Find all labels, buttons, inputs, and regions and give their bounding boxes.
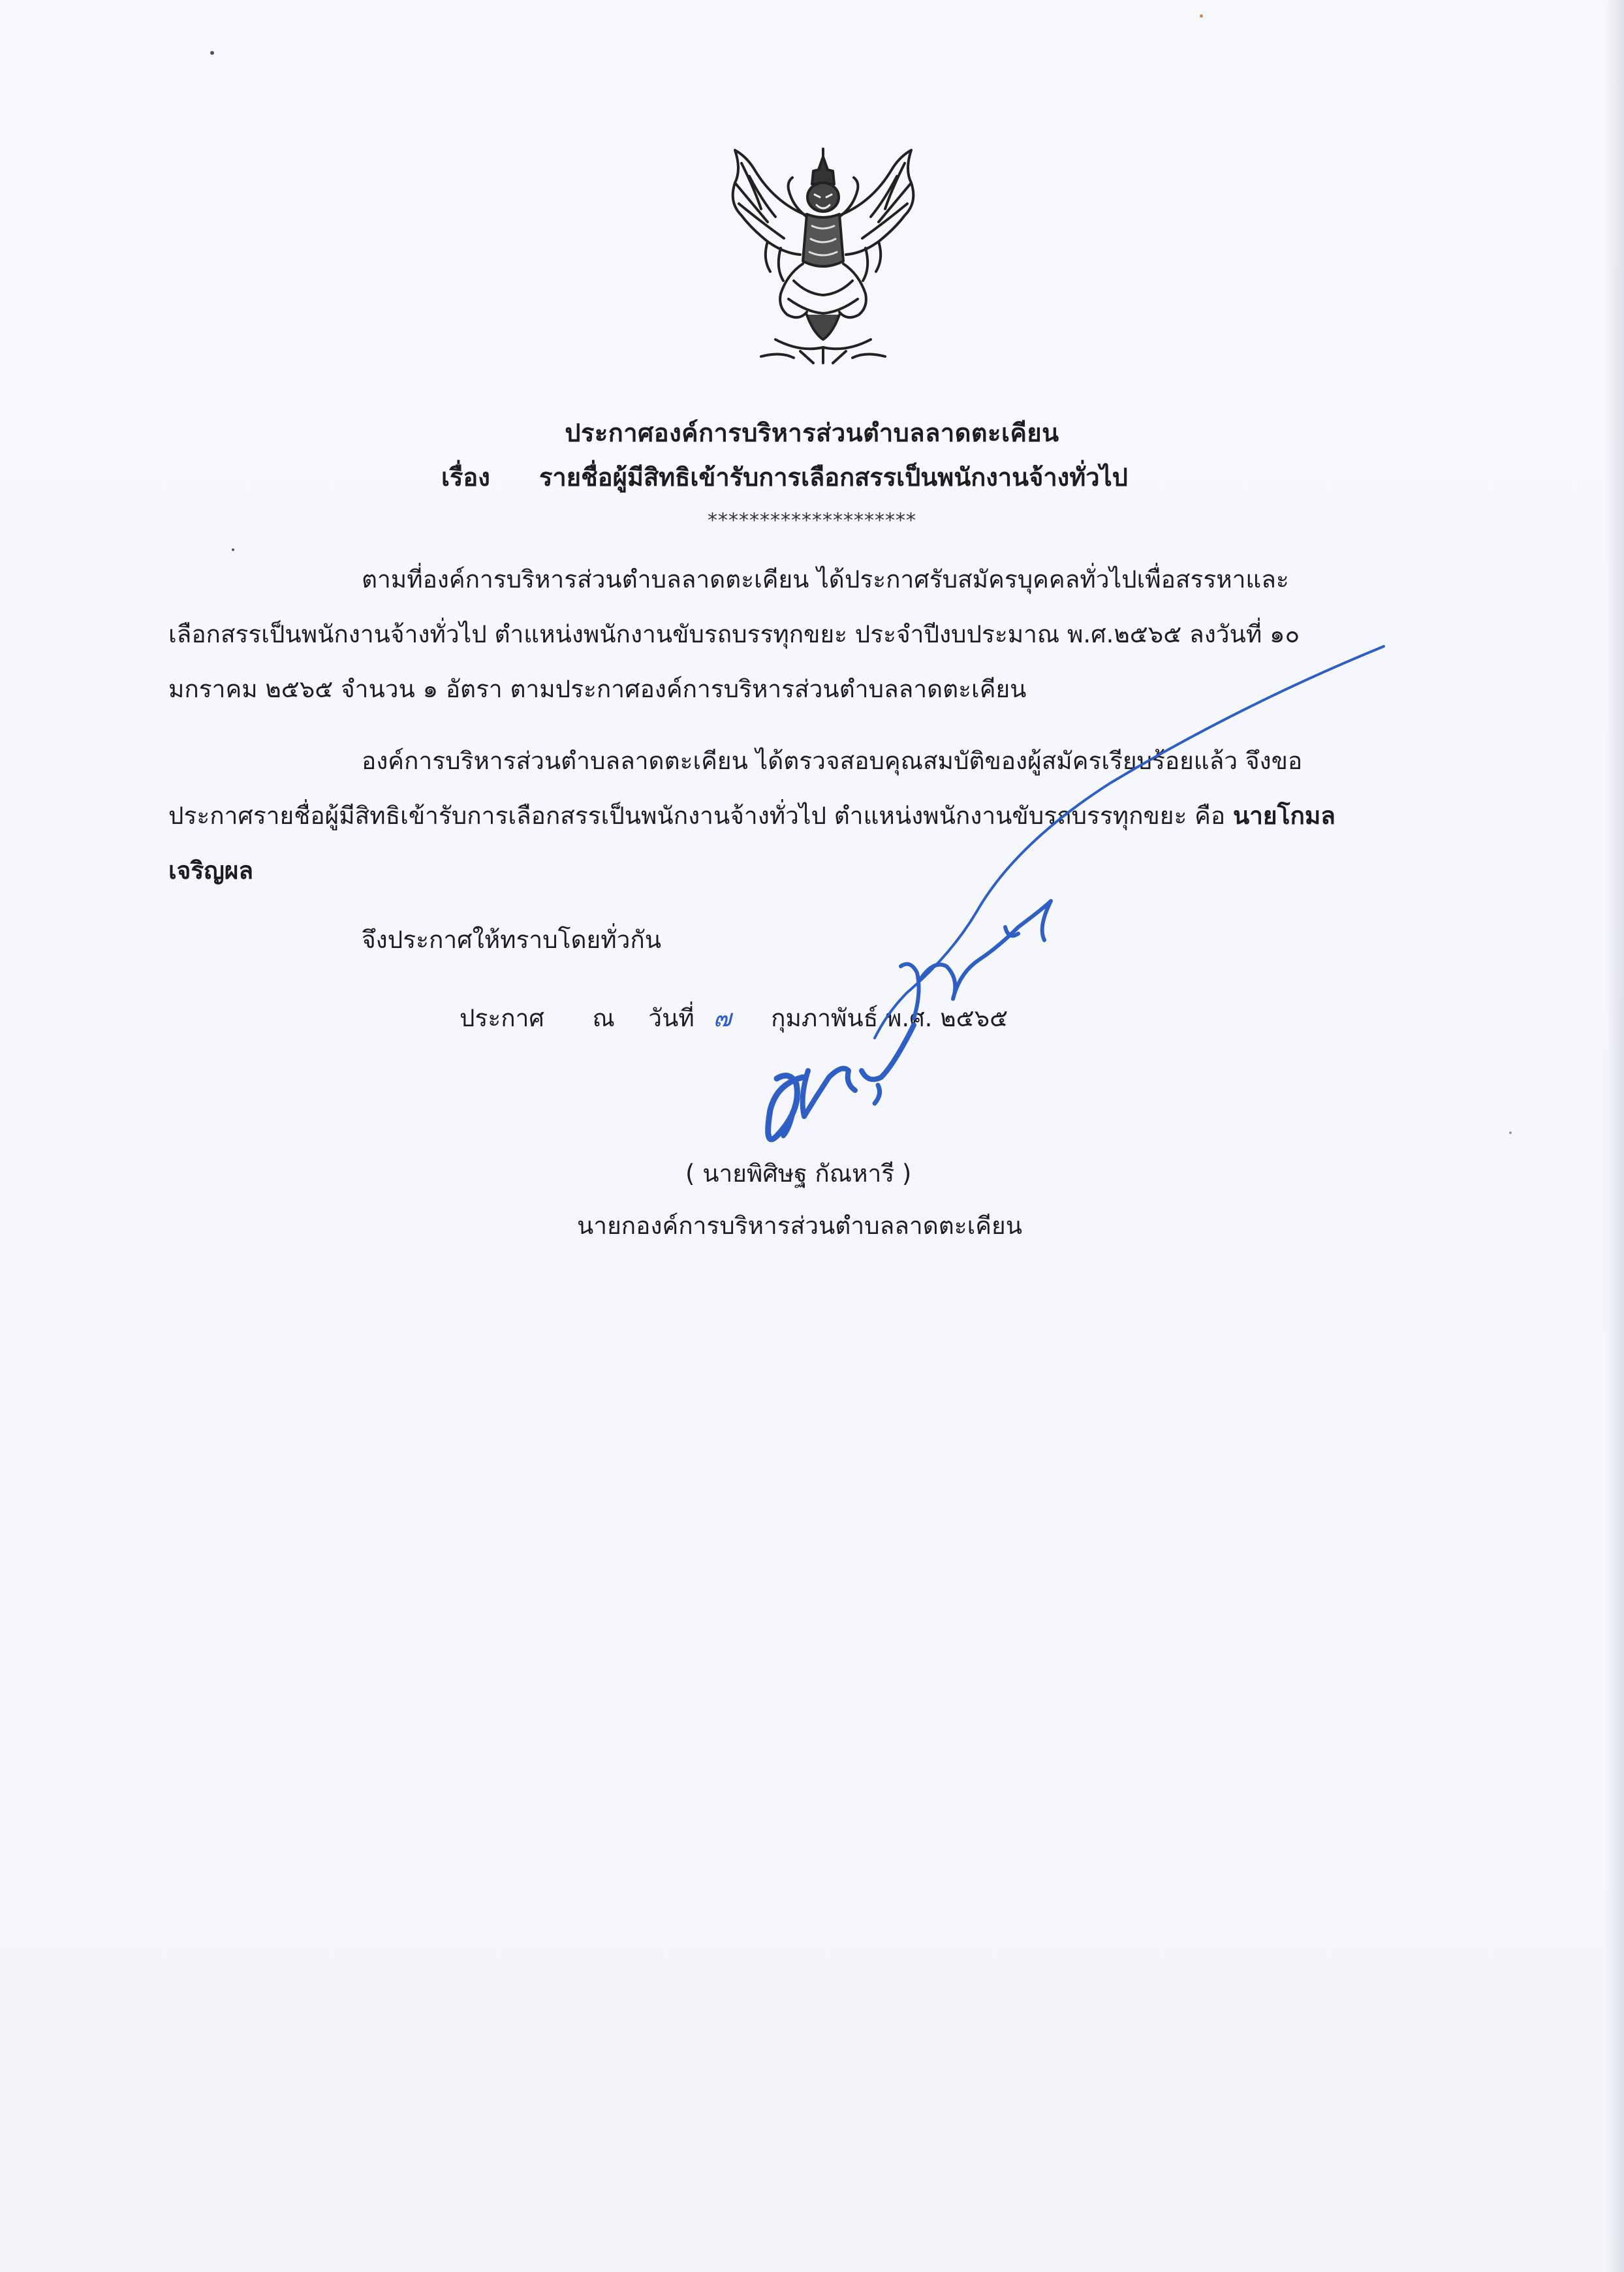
paragraph-1: [168, 552, 1471, 717]
paragraph-2-line-1: องค์การบริหารส่วนตำบลลาดตะเคียน ได้ตรวจสอบคุณสมบัติของผู้สมัครเรียบร้อยแล้ว จึงขอ: [362, 747, 1303, 775]
announcement-heading: ประกาศองค์การบริหารส่วนตำบลลาดตะเคียน: [565, 418, 1059, 447]
candidate-name-part-2: เจริญผล: [168, 857, 254, 885]
paragraph-1-line-1: ตามที่องค์การบริหารส่วนตำบลลาดตะเคียน ได้ประกาศรับสมัครบุคคลทั่วไปเพื่อสรรหาและ: [362, 565, 1289, 593]
date-day-handwritten: ๗: [713, 1004, 732, 1032]
date-at: ณ: [592, 1004, 615, 1032]
date-day-label: วันที่: [648, 1004, 695, 1032]
separator-stars: ********************: [708, 509, 916, 532]
closing-statement: จึงประกาศให้ทราบโดยทั่วกัน: [362, 926, 662, 954]
paragraph-1-line-2: เลือกสรรเป็นพนักงานจ้างทั่วไป ตำแหน่งพนักงานขับรถบรรทุกขยะ ประจำปีงบประมาณ พ.ศ.๒๕๖๕ ลงวันที่ ๑๐: [168, 620, 1300, 648]
candidate-name-part-1: นายโกมล: [1232, 802, 1335, 830]
scan-speck: [1509, 1131, 1512, 1134]
paragraph-2-line-2: ประกาศรายชื่อผู้มีสิทธิเข้ารับการเลือกสรรเป็นพนักงานจ้างทั่วไป ตำแหน่งพนักงานขับรถบรรทุกขยะ คือ นายโกมล: [168, 802, 1335, 830]
paragraph-2: [168, 734, 1471, 898]
subject-line: [441, 457, 1128, 497]
subject-label: เรื่อง: [441, 463, 490, 492]
date-line: [460, 999, 1008, 1037]
scan-speck: [232, 548, 234, 551]
page-edge-shadow: [1606, 0, 1624, 2272]
date-month-year: กุมภาพันธ์ พ.ศ. ๒๕๖๕: [771, 1004, 1008, 1032]
garuda-emblem-icon: [715, 144, 931, 366]
paragraph-2-line-3: [168, 844, 1471, 898]
scan-speck: [210, 51, 214, 55]
paragraph-1-line-3: มกราคม ๒๕๖๕ จำนวน ๑ อัตรา ตามประกาศองค์การบริหารส่วนตำบลลาดตะเคียน: [168, 675, 1027, 703]
signer-name: ( นายพิศิษฐ กัณหารี ): [685, 1160, 912, 1188]
date-prefix: ประกาศ: [460, 1004, 544, 1032]
scan-speck: [1200, 14, 1203, 18]
signer-title: นายกองค์การบริหารส่วนตำบลลาดตะเคียน: [577, 1212, 1023, 1240]
subject-text: รายชื่อผู้มีสิทธิเข้ารับการเลือกสรรเป็นพนักงานจ้างทั่วไป: [539, 463, 1128, 492]
